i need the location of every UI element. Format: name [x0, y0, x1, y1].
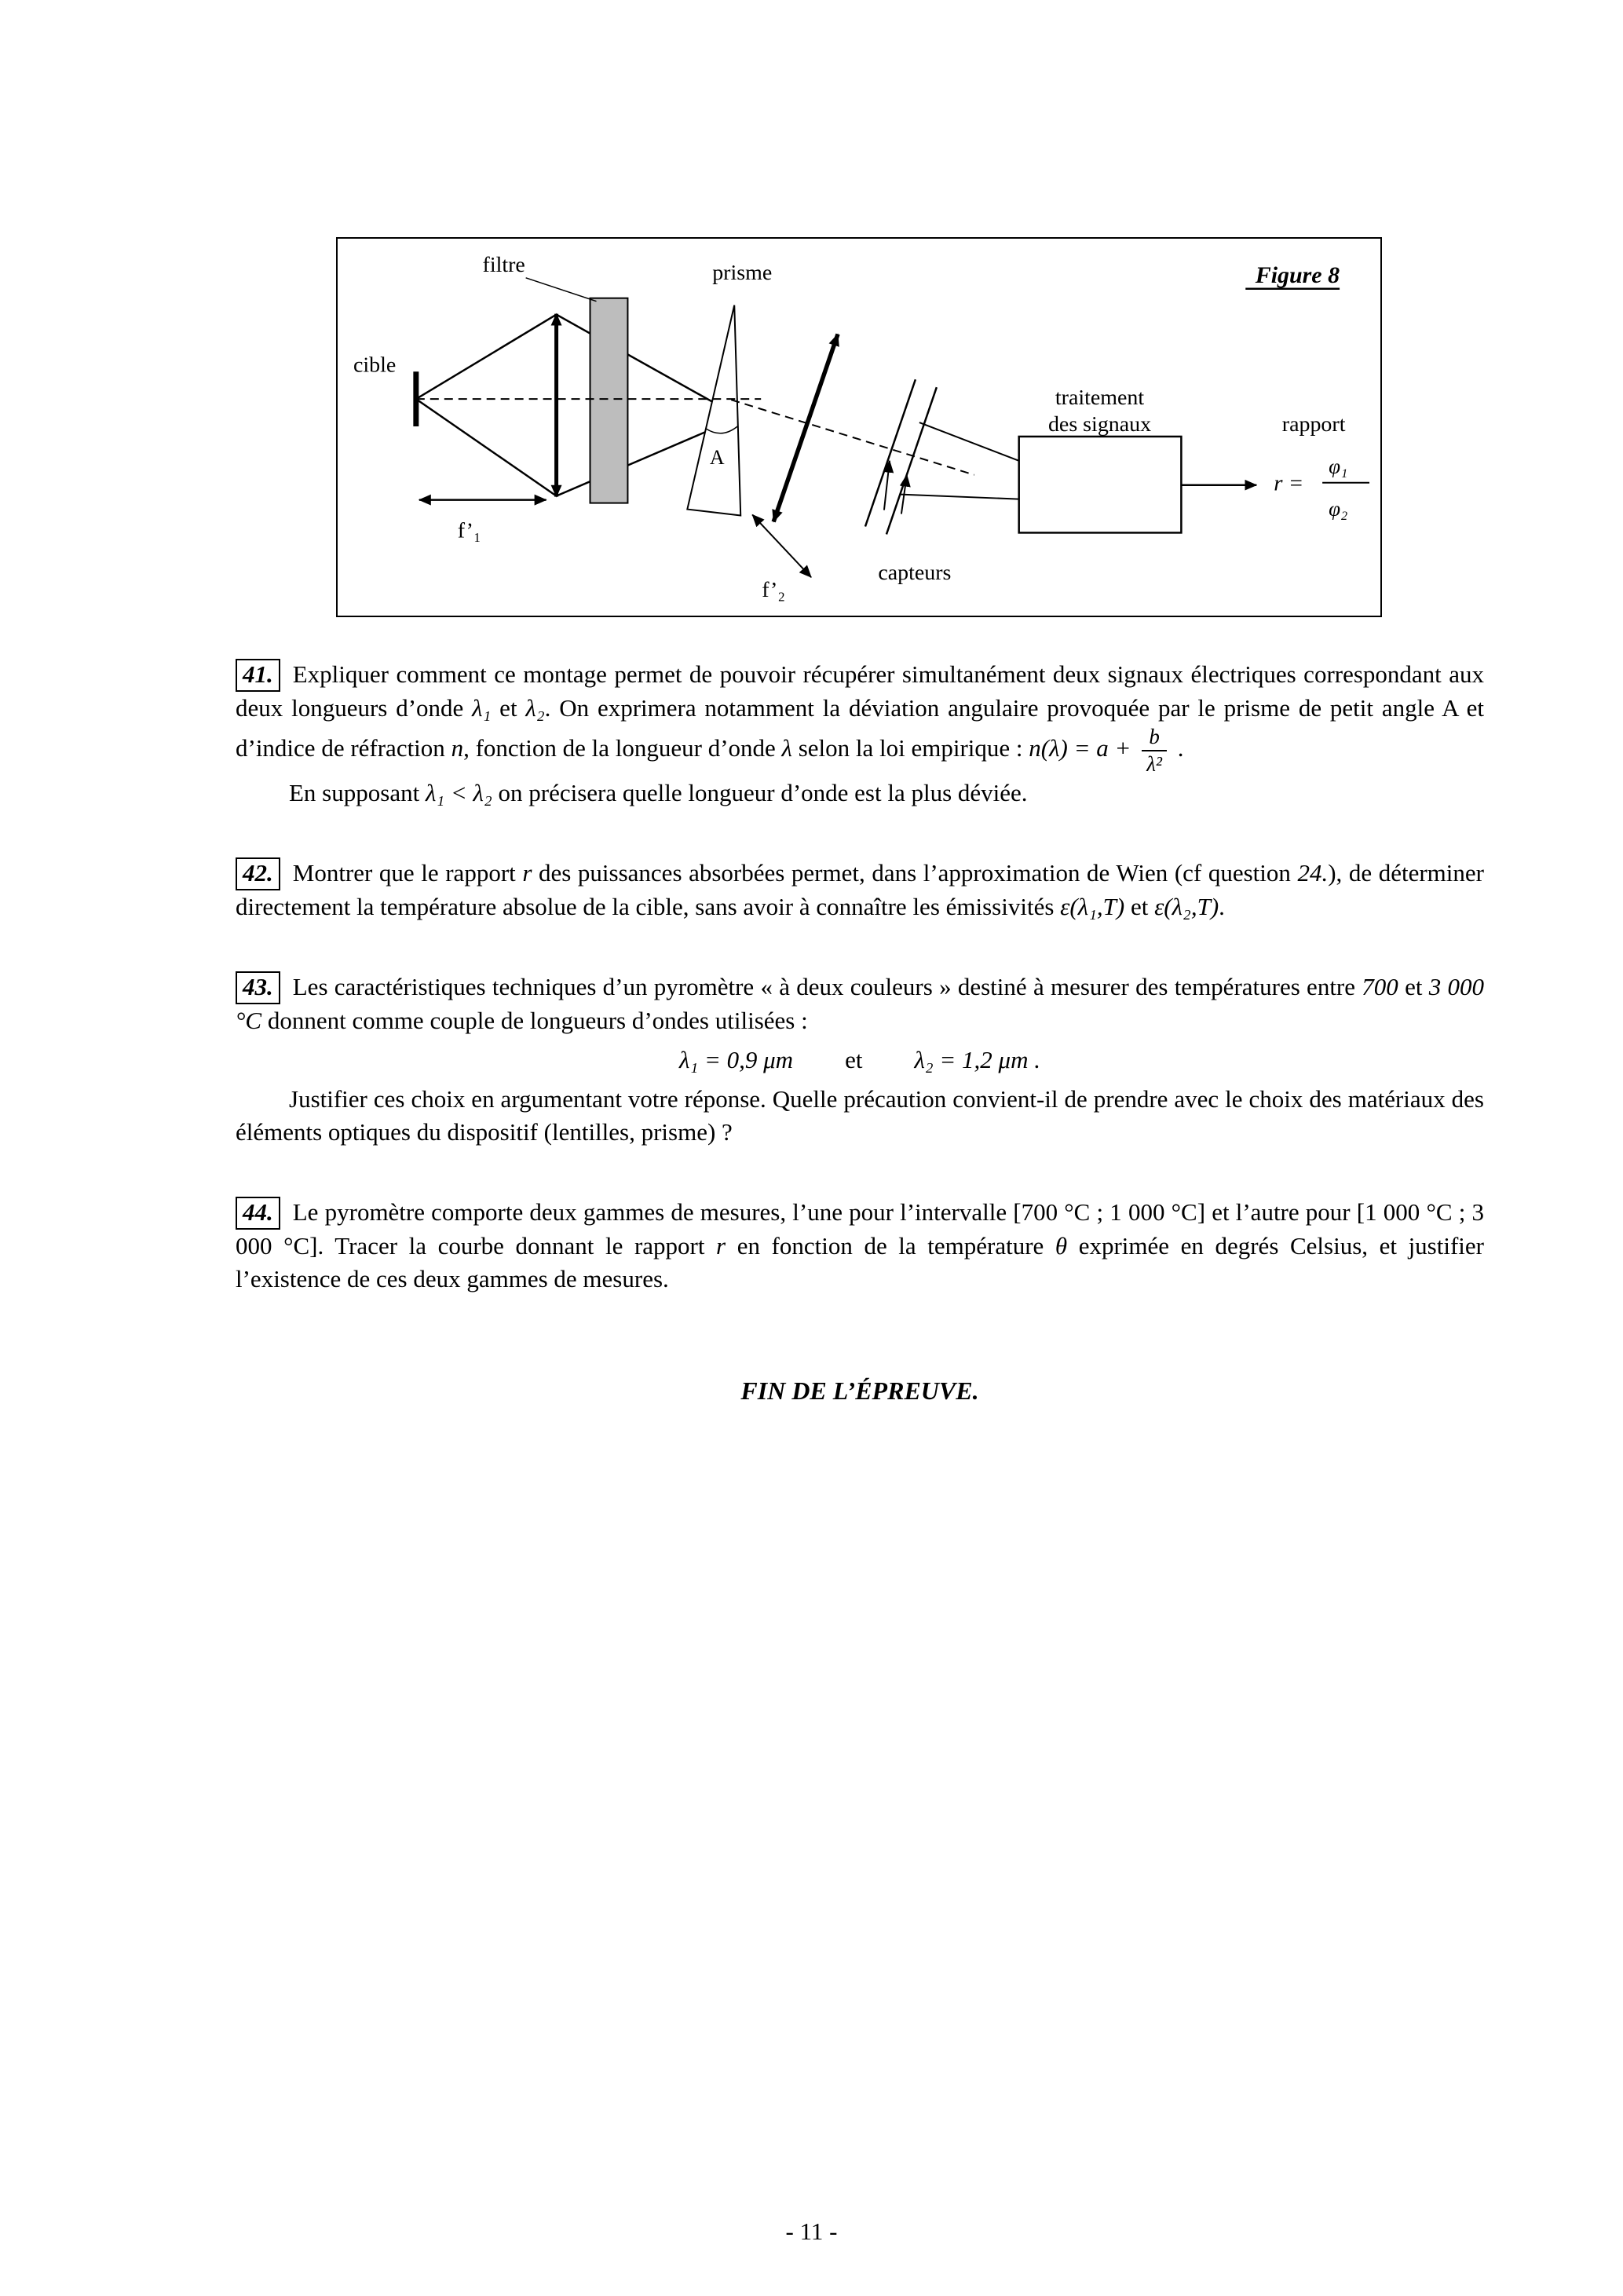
- questions-section: [236, 658, 1484, 1407]
- question-42-number: 42.: [236, 857, 280, 890]
- filtre-pointer-line: [526, 278, 597, 302]
- text-segment: selon la loi empirique :: [791, 734, 1029, 762]
- processing-label-line2: des signaux: [1047, 412, 1152, 437]
- processing-label-line1: traitement: [1055, 386, 1145, 411]
- question-44: [236, 1196, 1484, 1296]
- ratio-denominator: φ₂: [1329, 496, 1348, 521]
- wire-to-box-bottom: [901, 495, 1019, 499]
- text-segment: on précisera quelle longueur d’onde est la plus déviée.: [492, 779, 1028, 806]
- text-segment: Expliquer comment ce montage permet de pouvoir récupérer simultanément deux signaux électriques correspondant aux deux longueurs d’onde: [236, 660, 1484, 722]
- text-segment: et: [1124, 893, 1155, 920]
- optical-diagram: [338, 239, 1380, 616]
- f2-extent-arrow: [752, 515, 811, 578]
- ray-converging-top: [557, 315, 732, 412]
- math-emissivity-2: ε(λ₂,T): [1154, 893, 1219, 920]
- question-41-number: 41.: [236, 659, 280, 692]
- math-lambda2-value: λ₂ = 1,2 μm .: [914, 1046, 1041, 1073]
- question-41-continued: [236, 777, 1484, 810]
- question-43-number: 43.: [236, 971, 280, 1004]
- capteurs-label: capteurs: [878, 561, 952, 586]
- math-theta: θ: [1055, 1232, 1068, 1260]
- prisme-label: prisme: [712, 260, 773, 285]
- fraction-denominator: λ²: [1146, 752, 1163, 776]
- math-lambda2: λ₂: [525, 694, 545, 722]
- ray-diverging-bottom: [416, 399, 557, 495]
- text-segment: .: [1172, 734, 1184, 762]
- ratio-lhs: r =: [1274, 470, 1304, 496]
- math-empirical-law-lhs: n(λ) = a +: [1029, 734, 1138, 762]
- temperature-700: 700: [1362, 973, 1398, 1000]
- math-lambda-comparison: λ₁ < λ₂: [425, 779, 492, 806]
- math-emissivity-1: ε(λ₁,T): [1060, 893, 1125, 920]
- text-segment: Montrer que le rapport: [292, 859, 523, 887]
- signal-processing-box: [1019, 437, 1182, 532]
- deviated-ray-dashed: [731, 400, 974, 475]
- math-lambda: λ: [781, 734, 792, 762]
- text-segment: exprimée en degrés Celsius, et justifier l’existence de ces deux gammes de mesures.: [236, 1232, 1484, 1292]
- equation-et: et: [845, 1046, 863, 1073]
- question-43-continued: [236, 1083, 1484, 1149]
- text-segment: . On exprimera notamment la déviation angulaire provoquée par le prisme de petit angle A et d’indice de réfraction: [236, 694, 1485, 762]
- question-42: [236, 857, 1484, 923]
- end-of-exam-text: FIN DE L’ÉPREUVE.: [740, 1377, 979, 1405]
- fraction-b-over-lambda-squared: [1142, 725, 1167, 777]
- figure-caption: Figure 8: [1255, 261, 1340, 288]
- wire-to-box-top: [919, 422, 1019, 461]
- lens2-tilted-double-arrow: [773, 334, 838, 521]
- text-segment: En supposant: [289, 779, 426, 806]
- page-number: - 11 -: [785, 2217, 838, 2245]
- figure-8-box: [336, 237, 1382, 617]
- math-r: r: [716, 1232, 726, 1260]
- rapport-label: rapport: [1281, 412, 1346, 437]
- prism-angle-label: A: [709, 445, 725, 469]
- sensor-line-2: [886, 387, 937, 534]
- ray-diverging-top: [416, 315, 557, 400]
- text-segment: et: [491, 694, 526, 722]
- question-44-number: 44.: [236, 1197, 280, 1230]
- question-43: [236, 971, 1484, 1037]
- filtre-label: filtre: [482, 252, 525, 277]
- sensor-line-1: [865, 379, 916, 526]
- prism-triangle: [687, 305, 740, 516]
- f1-label: f’₁: [457, 518, 481, 543]
- math-lambda1: λ₁: [472, 694, 492, 722]
- text-segment: donnent comme couple de longueurs d’ondes utilisées :: [261, 1007, 808, 1034]
- math-n: n: [451, 734, 464, 762]
- filter-rect: [590, 298, 628, 503]
- text-segment: en fonction de la température: [726, 1232, 1055, 1260]
- text-segment: Justifier ces choix en argumentant votre réponse. Quelle précaution convient-il de prendre avec le choix des matériaux des éléments optiques du dispositif (lentilles, prisme) ?: [236, 1085, 1484, 1146]
- question-24-reference: 24.: [1297, 859, 1329, 887]
- wavelengths-equation: [236, 1044, 1484, 1077]
- temperature-3000: 3 000 °C: [236, 973, 1485, 1034]
- text-segment: des puissances absorbées permet, dans l’approximation de Wien (cf question: [532, 859, 1298, 887]
- math-lambda1-value: λ₁ = 0,9 μm: [678, 1046, 794, 1073]
- ratio-numerator: φ₁: [1329, 454, 1348, 478]
- text-segment: Le pyromètre comporte deux gammes de mesures, l’une pour l’intervalle [700 °C ; 1 000 °C] et l’autre pour [1 000 °C ; 3 000 °C]. Tracer la courbe donnant le rapport: [236, 1198, 1484, 1260]
- text-segment: Les caractéristiques techniques d’un pyromètre « à deux couleurs » destiné à mesurer des températures entre: [292, 973, 1362, 1000]
- fraction-numerator: b: [1142, 725, 1167, 751]
- f2-label: f’₂: [762, 578, 786, 603]
- text-segment: ), de déterminer directement la température absolue de la cible, sans avoir à connaître les émissivités: [236, 859, 1484, 920]
- text-segment: et: [1398, 973, 1429, 1000]
- text-segment: .: [1219, 893, 1225, 920]
- cible-label: cible: [353, 353, 397, 378]
- math-r: r: [522, 859, 532, 887]
- text-segment: , fonction de la longueur d’onde: [463, 734, 782, 762]
- question-41: [236, 658, 1484, 777]
